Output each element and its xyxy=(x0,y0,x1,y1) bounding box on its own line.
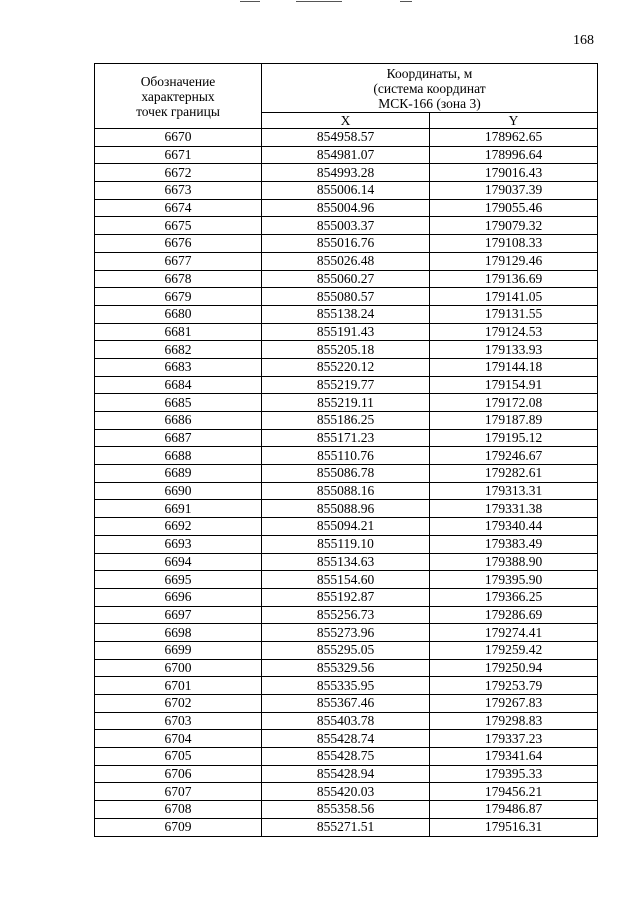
y-coordinate-cell: 179154.91 xyxy=(430,376,598,394)
table-row xyxy=(95,270,598,288)
y-coordinate-cell: 179516.31 xyxy=(430,818,598,836)
table-row xyxy=(95,765,598,783)
point-id-cell: 6709 xyxy=(95,818,262,836)
x-coordinate-cell: 855219.11 xyxy=(262,394,430,412)
x-coordinate-cell: 855428.75 xyxy=(262,748,430,766)
y-coordinate-cell: 179395.33 xyxy=(430,765,598,783)
point-id-cell: 6707 xyxy=(95,783,262,801)
point-id-cell: 6690 xyxy=(95,482,262,500)
table-row xyxy=(95,146,598,164)
point-id-cell: 6693 xyxy=(95,535,262,553)
y-coordinate-cell: 179133.93 xyxy=(430,341,598,359)
point-id-cell: 6674 xyxy=(95,199,262,217)
table-row xyxy=(95,429,598,447)
x-coordinate-cell: 855086.78 xyxy=(262,465,430,483)
x-coordinate-cell: 855138.24 xyxy=(262,305,430,323)
y-coordinate-cell: 179246.67 xyxy=(430,447,598,465)
table-row xyxy=(95,217,598,235)
table-row xyxy=(95,323,598,341)
y-coordinate-cell: 179341.64 xyxy=(430,748,598,766)
header-coordinates-line-3: МСК-166 (зона 3) xyxy=(378,95,481,111)
x-coordinate-cell: 855110.76 xyxy=(262,447,430,465)
table-row xyxy=(95,748,598,766)
y-coordinate-cell: 179337.23 xyxy=(430,730,598,748)
header-coordinates xyxy=(262,64,598,113)
table-row xyxy=(95,730,598,748)
table-row xyxy=(95,358,598,376)
table-row xyxy=(95,801,598,819)
point-id-cell: 6699 xyxy=(95,641,262,659)
scan-artifact-marks xyxy=(0,0,640,6)
x-coordinate-cell: 855094.21 xyxy=(262,518,430,536)
point-id-cell: 6708 xyxy=(95,801,262,819)
point-id-cell: 6702 xyxy=(95,695,262,713)
y-coordinate-cell: 179298.83 xyxy=(430,712,598,730)
point-id-cell: 6697 xyxy=(95,606,262,624)
y-coordinate-cell: 179129.46 xyxy=(430,252,598,270)
point-id-cell: 6676 xyxy=(95,235,262,253)
point-id-cell: 6705 xyxy=(95,748,262,766)
y-coordinate-cell: 179267.83 xyxy=(430,695,598,713)
table-row xyxy=(95,394,598,412)
y-coordinate-cell: 179124.53 xyxy=(430,323,598,341)
table-row xyxy=(95,182,598,200)
table-row xyxy=(95,695,598,713)
table-row xyxy=(95,288,598,306)
coordinates-table xyxy=(94,63,598,837)
y-coordinate-cell: 179037.39 xyxy=(430,182,598,200)
point-id-cell: 6678 xyxy=(95,270,262,288)
table-row xyxy=(95,500,598,518)
y-coordinate-cell: 178962.65 xyxy=(430,129,598,147)
point-id-cell: 6673 xyxy=(95,182,262,200)
table-row xyxy=(95,341,598,359)
x-coordinate-cell: 855006.14 xyxy=(262,182,430,200)
table-row xyxy=(95,677,598,695)
point-id-cell: 6675 xyxy=(95,217,262,235)
x-coordinate-cell: 855003.37 xyxy=(262,217,430,235)
x-coordinate-cell: 855428.94 xyxy=(262,765,430,783)
x-coordinate-cell: 855016.76 xyxy=(262,235,430,253)
header-coordinates-line-2: (система координат xyxy=(373,80,486,96)
header-designation-line-3: точек границы xyxy=(136,103,220,119)
point-id-cell: 6670 xyxy=(95,129,262,147)
y-coordinate-cell: 179286.69 xyxy=(430,606,598,624)
x-coordinate-cell: 854981.07 xyxy=(262,146,430,164)
y-coordinate-cell: 179313.31 xyxy=(430,482,598,500)
y-coordinate-cell: 179253.79 xyxy=(430,677,598,695)
y-coordinate-cell: 179195.12 xyxy=(430,429,598,447)
table-row xyxy=(95,818,598,836)
y-coordinate-cell: 179108.33 xyxy=(430,235,598,253)
x-coordinate-cell: 854993.28 xyxy=(262,164,430,182)
x-coordinate-cell: 855060.27 xyxy=(262,270,430,288)
table-row xyxy=(95,606,598,624)
point-id-cell: 6672 xyxy=(95,164,262,182)
x-coordinate-cell: 855205.18 xyxy=(262,341,430,359)
table-row xyxy=(95,305,598,323)
point-id-cell: 6683 xyxy=(95,358,262,376)
point-id-cell: 6677 xyxy=(95,252,262,270)
x-coordinate-cell: 855367.46 xyxy=(262,695,430,713)
table-row xyxy=(95,712,598,730)
y-coordinate-cell: 179383.49 xyxy=(430,535,598,553)
x-coordinate-cell: 855004.96 xyxy=(262,199,430,217)
table-row xyxy=(95,518,598,536)
table-body xyxy=(95,129,598,837)
x-coordinate-cell: 855134.63 xyxy=(262,553,430,571)
y-coordinate-cell: 179055.46 xyxy=(430,199,598,217)
x-coordinate-cell: 855256.73 xyxy=(262,606,430,624)
x-coordinate-cell: 855295.05 xyxy=(262,641,430,659)
point-id-cell: 6685 xyxy=(95,394,262,412)
point-id-cell: 6689 xyxy=(95,465,262,483)
x-coordinate-cell: 855219.77 xyxy=(262,376,430,394)
point-id-cell: 6703 xyxy=(95,712,262,730)
y-coordinate-cell: 179340.44 xyxy=(430,518,598,536)
x-coordinate-cell: 855220.12 xyxy=(262,358,430,376)
header-y: Y xyxy=(430,113,598,129)
x-coordinate-cell: 854958.57 xyxy=(262,129,430,147)
table-row xyxy=(95,624,598,642)
table-row xyxy=(95,641,598,659)
table-row xyxy=(95,447,598,465)
y-coordinate-cell: 179141.05 xyxy=(430,288,598,306)
header-x: X xyxy=(262,113,430,129)
page-number: 168 xyxy=(573,33,594,48)
y-coordinate-cell: 179331.38 xyxy=(430,500,598,518)
table-row xyxy=(95,588,598,606)
x-coordinate-cell: 855026.48 xyxy=(262,252,430,270)
table-row xyxy=(95,783,598,801)
y-coordinate-cell: 179250.94 xyxy=(430,659,598,677)
table-row xyxy=(95,235,598,253)
x-coordinate-cell: 855154.60 xyxy=(262,571,430,589)
y-coordinate-cell: 179456.21 xyxy=(430,783,598,801)
point-id-cell: 6695 xyxy=(95,571,262,589)
y-coordinate-cell: 179187.89 xyxy=(430,412,598,430)
point-id-cell: 6704 xyxy=(95,730,262,748)
x-coordinate-cell: 855403.78 xyxy=(262,712,430,730)
x-coordinate-cell: 855080.57 xyxy=(262,288,430,306)
point-id-cell: 6686 xyxy=(95,412,262,430)
table-row xyxy=(95,376,598,394)
x-coordinate-cell: 855420.03 xyxy=(262,783,430,801)
point-id-cell: 6688 xyxy=(95,447,262,465)
table-row xyxy=(95,465,598,483)
x-coordinate-cell: 855088.96 xyxy=(262,500,430,518)
y-coordinate-cell: 179079.32 xyxy=(430,217,598,235)
y-coordinate-cell: 179395.90 xyxy=(430,571,598,589)
point-id-cell: 6680 xyxy=(95,305,262,323)
y-coordinate-cell: 179366.25 xyxy=(430,588,598,606)
table-row xyxy=(95,164,598,182)
point-id-cell: 6696 xyxy=(95,588,262,606)
x-coordinate-cell: 855088.16 xyxy=(262,482,430,500)
y-coordinate-cell: 179282.61 xyxy=(430,465,598,483)
x-coordinate-cell: 855273.96 xyxy=(262,624,430,642)
point-id-cell: 6694 xyxy=(95,553,262,571)
y-coordinate-cell: 179486.87 xyxy=(430,801,598,819)
x-coordinate-cell: 855358.56 xyxy=(262,801,430,819)
x-coordinate-cell: 855271.51 xyxy=(262,818,430,836)
point-id-cell: 6687 xyxy=(95,429,262,447)
table-row xyxy=(95,412,598,430)
header-coordinates-line-1: Координаты, м xyxy=(386,65,473,81)
point-id-cell: 6706 xyxy=(95,765,262,783)
y-coordinate-cell: 179136.69 xyxy=(430,270,598,288)
point-id-cell: 6698 xyxy=(95,624,262,642)
header-designation-line-2: характерных xyxy=(141,88,215,104)
x-coordinate-cell: 855186.25 xyxy=(262,412,430,430)
point-id-cell: 6692 xyxy=(95,518,262,536)
y-coordinate-cell: 179388.90 xyxy=(430,553,598,571)
y-coordinate-cell: 179259.42 xyxy=(430,641,598,659)
header-point-designation xyxy=(95,64,262,129)
point-id-cell: 6700 xyxy=(95,659,262,677)
x-coordinate-cell: 855329.56 xyxy=(262,659,430,677)
table-row xyxy=(95,535,598,553)
y-coordinate-cell: 179172.08 xyxy=(430,394,598,412)
y-coordinate-cell: 178996.64 xyxy=(430,146,598,164)
table-row xyxy=(95,252,598,270)
point-id-cell: 6681 xyxy=(95,323,262,341)
table-row xyxy=(95,659,598,677)
point-id-cell: 6682 xyxy=(95,341,262,359)
header-designation-line-1: Обозначение xyxy=(140,73,216,89)
table-row xyxy=(95,482,598,500)
x-coordinate-cell: 855191.43 xyxy=(262,323,430,341)
point-id-cell: 6691 xyxy=(95,500,262,518)
point-id-cell: 6679 xyxy=(95,288,262,306)
x-coordinate-cell: 855119.10 xyxy=(262,535,430,553)
x-coordinate-cell: 855192.87 xyxy=(262,588,430,606)
table-row xyxy=(95,553,598,571)
x-coordinate-cell: 855171.23 xyxy=(262,429,430,447)
table-row xyxy=(95,571,598,589)
y-coordinate-cell: 179274.41 xyxy=(430,624,598,642)
x-coordinate-cell: 855428.74 xyxy=(262,730,430,748)
y-coordinate-cell: 179131.55 xyxy=(430,305,598,323)
point-id-cell: 6671 xyxy=(95,146,262,164)
x-coordinate-cell: 855335.95 xyxy=(262,677,430,695)
table-row xyxy=(95,129,598,147)
point-id-cell: 6701 xyxy=(95,677,262,695)
y-coordinate-cell: 179144.18 xyxy=(430,358,598,376)
point-id-cell: 6684 xyxy=(95,376,262,394)
y-coordinate-cell: 179016.43 xyxy=(430,164,598,182)
table-row xyxy=(95,199,598,217)
